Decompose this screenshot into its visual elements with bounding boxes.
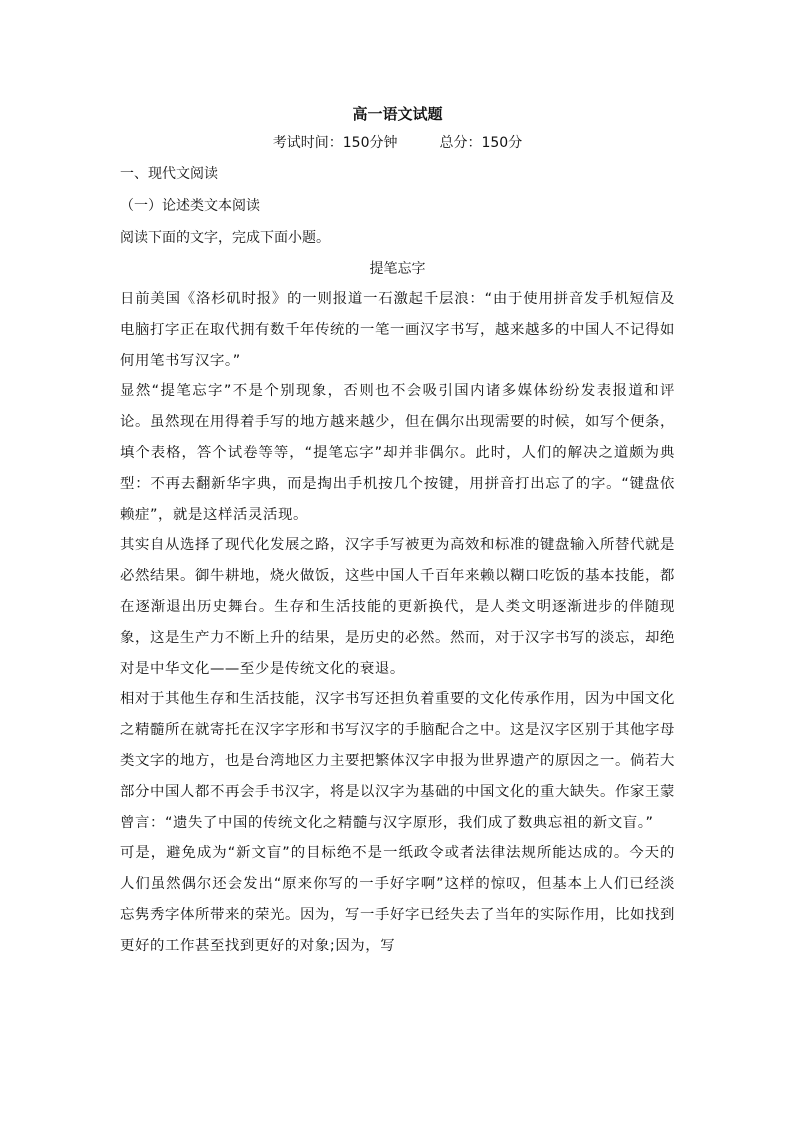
section-heading: 一、现代文阅读 (120, 166, 218, 182)
article-paragraph: 其实自从选择了现代化发展之路，汉字手写被更为高效和标准的键盘输入所替代就是必然结果。御牛耕地，烧火做饭，这些中国人千百年来赖以糊口吃饭的基本技能，都在逐渐退出历史舞台。生存和生活技能的更新换代，是人类文明逐渐进步的伴随现象，这是生产力不断上升的结果，是历史的必然。然而，对于汉字书写的淡忘，却绝对是中华文化——至少是传统文化的衰退。 (120, 537, 675, 677)
subsection-heading: （一）论述类文本阅读 (120, 198, 260, 214)
exam-info: 考试时间：150分钟 总分：150分 (272, 135, 523, 151)
article-paragraph: 相对于其他生存和生活技能，汉字书写还担负着重要的文化传承作用，因为中国文化之精髓所在就寄托在汉字字形和书写汉字的手脑配合之中。这是汉字区别于其他字母类文字的地方，也是台湾地区力主要把繁体汉字申报为世界遗产的原因之一。倘若大部分中国人都不再会手书汉字，将是以汉字为基础的中国文化的重大缺失。作家王蒙曾言：“遗失了中国的传统文化之精髓与汉字原形，我们成了数典忘祖的新文盲。” (120, 691, 675, 831)
exam-title: 高一语文试题 (352, 105, 443, 123)
article-paragraph: 日前美国《洛杉矶时报》的一则报道一石激起千层浪：“由于使用拼音发手机短信及电脑打字正在取代拥有数千年传统的一笔一画汉字书写，越来越多的中国人不记得如何用笔书写汉字。” (120, 291, 675, 369)
article-paragraph: 可是，避免成为“新文盲”的目标绝不是一纸政令或者法律法规所能达成的。今天的人们虽然偶尔还会发出“原来你写的一手好字啊”这样的惊叹，但基本上人们已经淡忘隽秀字体所带来的荣光。因为，写一手好字已经失去了当年的实际作用，比如找到更好的工作甚至找到更好的对象;因为，写 (120, 845, 675, 954)
article-paragraph: 显然“提笔忘字”不是个别现象，否则也不会吸引国内诸多媒体纷纷发表报道和评论。虽然现在用得着手写的地方越来越少，但在偶尔出现需要的时候，如写个便条，填个表格，答个试卷等等，“提笔忘字”却并非偶尔。此时，人们的解决之道颇为典型：不再去翻新华字典，而是掏出手机按几个按键，用拼音打出忘了的字。“键盘依赖症”，就是这样活灵活现。 (120, 383, 675, 523)
exam-page (120, 100, 675, 962)
article-title: 提笔忘字 (369, 261, 426, 277)
reading-instruction: 阅读下面的文字，完成下面小题。 (120, 230, 330, 246)
